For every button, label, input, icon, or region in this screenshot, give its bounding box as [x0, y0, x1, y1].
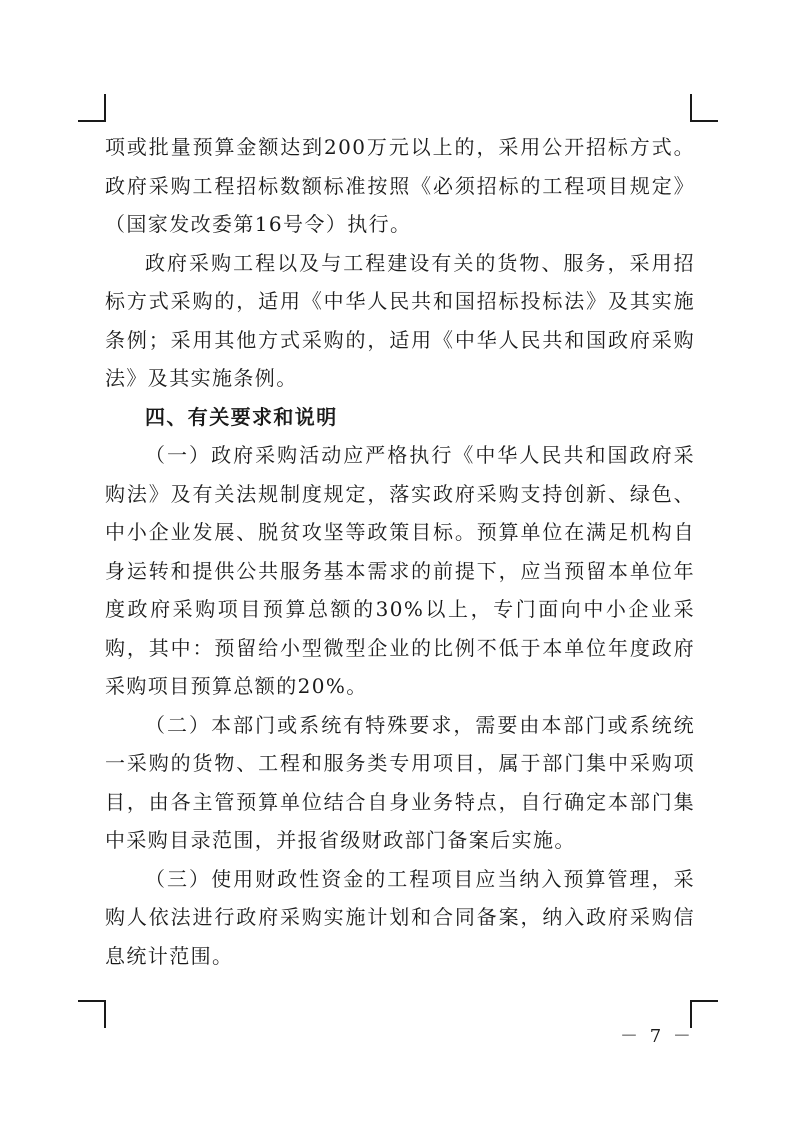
paragraph: （二）本部门或系统有特殊要求，需要由本部门或系统统一采购的货物、工程和服务类专用项目，属于部门集中采购项目，由各主管预算单位结合自身业务特点，自行确定本部门集中采购目录范围，并报省级财政部门备案后实施。: [105, 712, 695, 852]
paragraph: （三）使用财政性资金的工程项目应当纳入预算管理，采购人依法进行政府采购实施计划和合同备案，纳入政府采购信息统计范围。: [105, 866, 695, 968]
section-heading: 四、有关要求和说明: [145, 404, 338, 429]
paragraph: （一）政府采购活动应严格执行《中华人民共和国政府采购法》及有关法规制度规定，落实政府采购支持创新、绿色、中小企业发展、脱贫攻坚等政策目标。预算单位在满足机构自身运转和提供公共服务基本需求的前提下，应当预留本单位年度政府采购项目预算总额的30%以上，专门面向中小企业采购，其中：预留给小型微型企业的比例不低于本单位年度政府采购项目预算总额的20%。: [105, 443, 695, 698]
page-number: － 7 －: [620, 1026, 694, 1047]
crop-mark-bottom-right: [690, 1000, 718, 1028]
document-body: [105, 128, 695, 975]
crop-mark-bottom-left: [78, 1000, 106, 1028]
crop-mark-top-left: [78, 94, 106, 122]
paragraph: 政府采购工程以及与工程建设有关的货物、服务，采用招标方式采购的，适用《中华人民共和国招标投标法》及其实施条例；采用其他方式采购的，适用《中华人民共和国政府采购法》及其实施条例。: [105, 250, 695, 390]
crop-mark-top-right: [690, 94, 718, 122]
paragraph-continuation: 项或批量预算金额达到200万元以上的，采用公开招标方式。政府采购工程招标数额标准按照《必须招标的工程项目规定》（国家发改委第16号令）执行。: [105, 135, 695, 236]
